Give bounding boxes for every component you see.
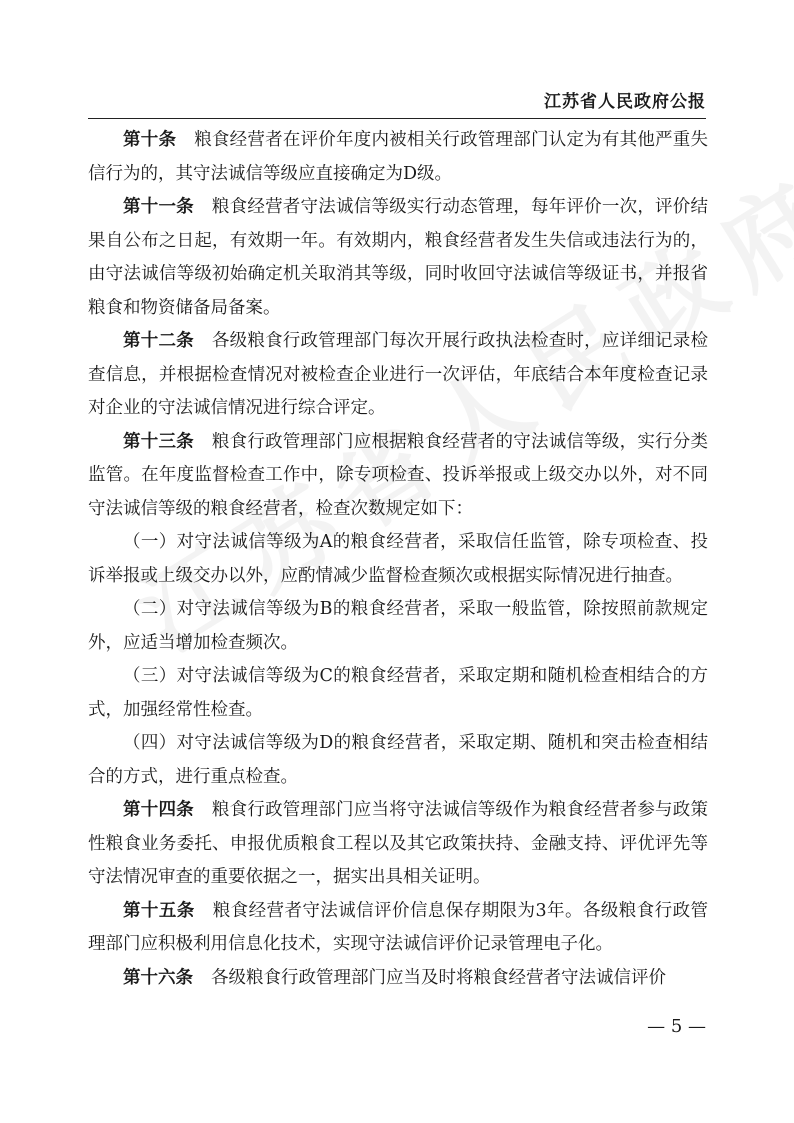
article-label: 第十五条 [123, 900, 195, 921]
article-label: 第十三条 [123, 431, 194, 452]
article-12 [88, 325, 708, 426]
clause-1 [88, 526, 708, 593]
article-text: 各级粮食行政管理部门应当及时将粮食经营者守法诚信评价 [211, 967, 666, 988]
clause-text: （二）对守法诚信等级为B的粮食经营者，采取一般监管，除按照前款规定外，应适当增加检查频次。 [88, 599, 708, 653]
article-text: 粮食经营者守法诚信等级实行动态管理，每年评价一次，评价结果自公布之日起，有效期一年。有效期内，粮食经营者发生失信或违法行为的，由守法诚信等级初始确定机关取消其等级，同时收回守法诚信等级证书，并报省粮食和物资储备局备案。 [88, 197, 709, 318]
clause-2 [88, 593, 708, 660]
article-10 [88, 124, 708, 191]
publication-title: 江苏省人民政府公报 [544, 92, 706, 112]
clause-3 [88, 660, 708, 727]
article-label: 第十二条 [123, 331, 194, 351]
article-text: 粮食行政管理部门应当将守法诚信等级作为粮食经营者参与政策性粮食业务委托、申报优质粮食工程以及其它政策扶持、金融支持、评优评先等守法情况审查的重要依据之一，据实出具相关证明。 [88, 800, 709, 887]
page-header [88, 86, 706, 119]
page-number: — 5 — [647, 1016, 706, 1037]
clause-text: （三）对守法诚信等级为C的粮食经营者，采取定期和随机检查相结合的方式，加强经常性检查。 [88, 666, 708, 720]
document-body [88, 124, 708, 995]
article-text: 粮食行政管理部门应根据粮食经营者的守法诚信等级，实行分类监管。在年度监督检查工作中，除专项检查、投诉举报或上级交办以外，对不同守法诚信等级的粮食经营者，检查次数规定如下： [88, 431, 709, 519]
article-text: 粮食经营者守法诚信评价信息保存期限为3年。各级粮食行政管理部门应积极利用信息化技术，实现守法诚信评价记录管理电子化。 [88, 900, 709, 954]
clause-4 [88, 727, 708, 794]
article-11 [88, 191, 708, 325]
article-14 [88, 794, 708, 895]
clause-text: （一）对守法诚信等级为A的粮食经营者，采取信任监管，除专项检查、投诉举报或上级交办以外，应酌情减少监督检查频次或根据实际情况进行抽查。 [88, 532, 708, 586]
clause-text: （四）对守法诚信等级为D的粮食经营者，采取定期、随机和突击检查相结合的方式，进行重点检查。 [88, 733, 708, 787]
article-15 [88, 895, 708, 962]
article-16 [88, 962, 708, 996]
article-label: 第十四条 [123, 800, 194, 820]
article-label: 第十一条 [123, 197, 194, 217]
article-label: 第十条 [123, 130, 177, 150]
article-13 [88, 426, 708, 527]
article-text: 各级粮食行政管理部门每次开展行政执法检查时，应详细记录检查信息，并根据检查情况对被检查企业进行一次评估，年底结合本年度检查记录对企业的守法诚信情况进行综合评定。 [88, 331, 709, 418]
article-text: 粮食经营者在评价年度内被相关行政管理部门认定为有其他严重失信行为的，其守法诚信等级应直接确定为D级。 [88, 130, 709, 184]
article-label: 第十六条 [123, 967, 193, 988]
